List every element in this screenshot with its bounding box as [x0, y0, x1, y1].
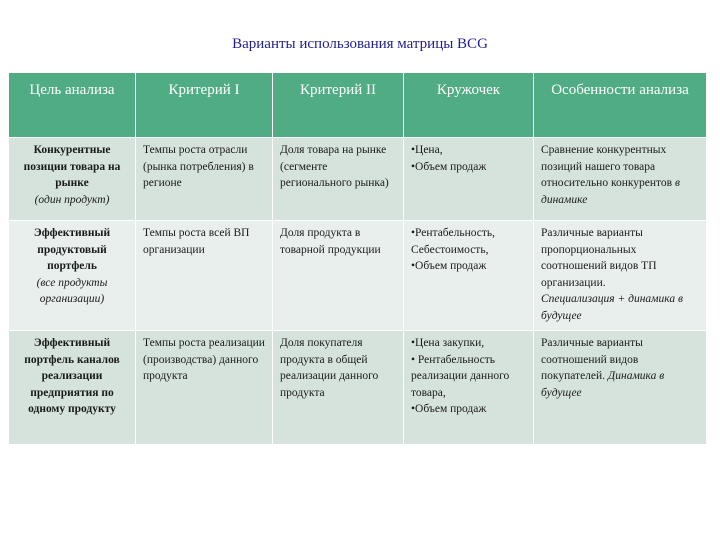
table-row [9, 221, 707, 331]
table-header-row [9, 73, 707, 138]
header-criterion-1: Критерий I [136, 73, 273, 138]
cell-goal [9, 138, 136, 221]
page-title: Варианты использования матрицы BCG [232, 36, 488, 52]
cell-criterion-2: Доля покупателя продукта в общей реализации данного продукта [273, 331, 404, 445]
circle-item: •Объем продаж [411, 260, 487, 272]
goal-title: Конкурентные позиции товара на рынке [23, 144, 121, 189]
cell-goal [9, 331, 136, 445]
cell-goal [9, 221, 136, 331]
cell-features [534, 138, 707, 221]
goal-title: Эффективный продуктовый портфель [33, 227, 111, 272]
cell-circle [404, 331, 534, 445]
cell-criterion-2: Доля продукта в товарной продукции [273, 221, 404, 331]
circle-item: •Рентабельность, [411, 227, 496, 239]
circle-item: • Рентабельность реализации данного товара, [411, 353, 510, 399]
features-text: Различные варианты пропорциональных соотношений видов ТП организации. [541, 227, 657, 289]
features-italic: Динамика в будущее [541, 370, 665, 399]
circle-item: •Объем продаж [411, 403, 487, 415]
features-italic: Специализация + динамика в будущее [541, 293, 683, 322]
cell-criterion-1: Темпы роста отрасли (рынка потребления) в регионе [136, 138, 273, 221]
goal-note: (все продукты организации) [36, 276, 108, 305]
cell-criterion-2: Доля товара на рынке (сегменте регионального рынка) [273, 138, 404, 221]
cell-features [534, 331, 707, 445]
cell-features [534, 221, 707, 331]
header-circle: Кружочек [404, 73, 534, 138]
features-text: Сравнение конкурентных позиций нашего товара относительно конкурентов [541, 144, 673, 189]
goal-note: (один продукт) [34, 193, 110, 206]
cell-criterion-1: Темпы роста реализации (производства) данного продукта [136, 331, 273, 445]
cell-circle [404, 138, 534, 221]
cell-circle [404, 221, 534, 331]
goal-title: Эффективный портфель каналов реализации предприятия по одному продукту [24, 337, 120, 415]
bcg-usage-table [8, 72, 707, 445]
circle-item: Себестоимость, [411, 243, 489, 256]
features-text: Различные варианты соотношений видов покупателей. [541, 337, 643, 382]
header-goal: Цель анализа [9, 73, 136, 138]
features-italic: в динамике [541, 177, 680, 206]
circle-item: •Цена, [411, 144, 443, 156]
header-features: Особенности анализа [534, 73, 707, 138]
circle-item: •Цена закупки, [411, 337, 485, 349]
table-row [9, 331, 707, 445]
cell-criterion-1: Темпы роста всей ВП организации [136, 221, 273, 331]
header-criterion-2: Критерий II [273, 73, 404, 138]
circle-item: •Объем продаж [411, 160, 487, 173]
table-row [9, 138, 707, 221]
